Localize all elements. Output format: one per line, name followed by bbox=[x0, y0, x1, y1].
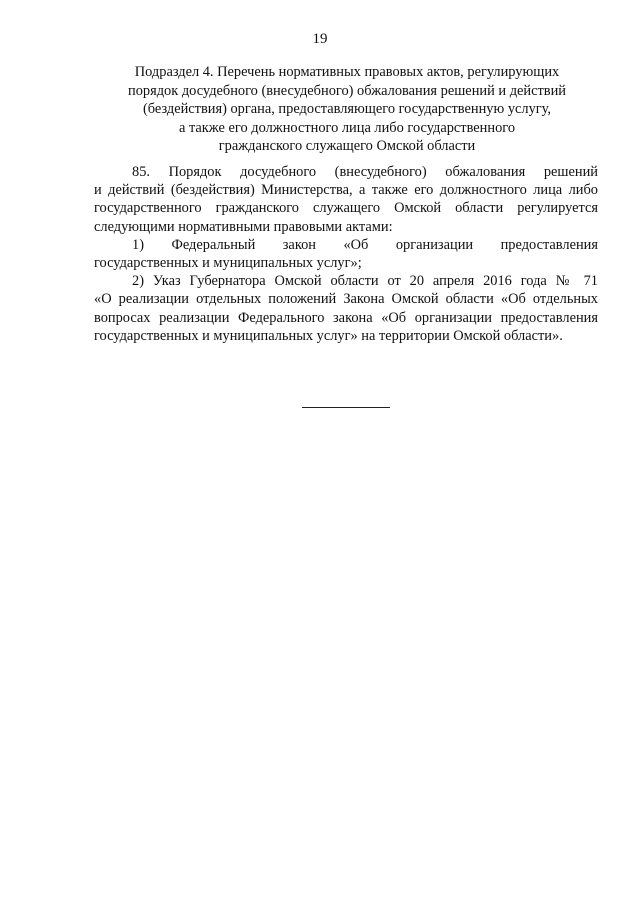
paragraph-line: и действий (бездействия) Министерства, а также его должностного лица либо bbox=[94, 182, 598, 199]
heading-line: порядок досудебного (внесудебного) обжалования решений и действий bbox=[128, 82, 566, 99]
heading-line: (бездействия) органа, предоставляющего государственную услугу, bbox=[142, 101, 552, 118]
list-item-line: 2) Указ Губернатора Омской области от 20 апреля 2016 года № 71 bbox=[132, 273, 598, 290]
list-item-line: 1) Федеральный закон «Об организации предоставления bbox=[132, 236, 598, 253]
list-item-1 bbox=[94, 236, 598, 272]
list-item-line: государственных и муниципальных услуг» на территории Омской области». bbox=[94, 327, 563, 344]
subsection-heading bbox=[96, 63, 598, 156]
paragraph-line: 85. Порядок досудебного (внесудебного) обжалования решений bbox=[132, 164, 598, 180]
paragraph-85 bbox=[94, 163, 598, 236]
document-body bbox=[94, 163, 598, 345]
end-of-section-rule bbox=[302, 407, 390, 408]
list-item-2 bbox=[94, 272, 598, 345]
list-item-line: «О реализации отдельных положений Закона Омской области «Об отдельных bbox=[94, 291, 598, 308]
page-number: 19 bbox=[312, 31, 328, 47]
paragraph-line: государственного гражданского служащего Омской области регулируется bbox=[94, 200, 598, 217]
heading-line: а также его должностного лица либо государственного bbox=[178, 119, 516, 136]
heading-line: Подраздел 4. Перечень нормативных правовых актов, регулирующих bbox=[134, 64, 560, 80]
paragraph-line: следующими нормативными правовыми актами: bbox=[94, 218, 393, 235]
list-item-line: вопросах реализации Федерального закона «Об организации предоставления bbox=[94, 309, 598, 326]
heading-line: гражданского служащего Омской области bbox=[218, 138, 476, 155]
list-item-line: государственных и муниципальных услуг»; bbox=[94, 255, 362, 272]
